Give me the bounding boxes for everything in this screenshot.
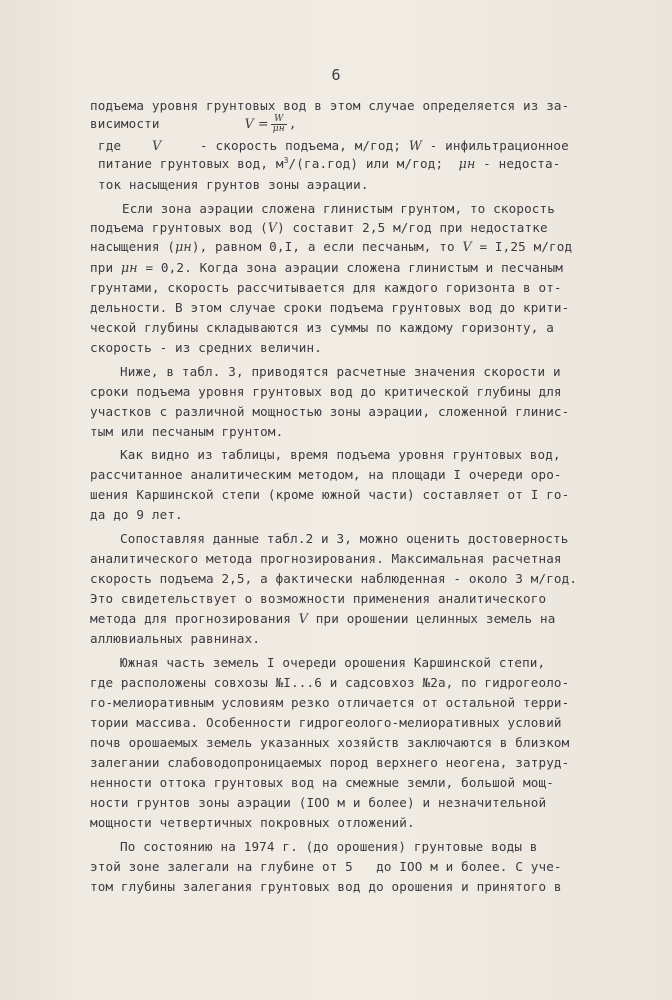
text-line-37: По состоянию на 1974 г. (до орошения) грунтовые воды в	[120, 839, 538, 854]
text-line-34: ненности оттока грунтовых вод на смежные земли, большой мощ-	[90, 775, 554, 790]
text-line-7-a: подъема грунтовых вод (	[90, 220, 268, 235]
symbol-mu: μн	[175, 239, 192, 254]
text-line-4-a: питание грунтовых вод, м	[98, 156, 284, 171]
text-line-15: сроки подъема уровня грунтовых вод до критической глубины для	[90, 384, 562, 399]
text-line-4	[98, 155, 561, 173]
text-line-3-e: - инфильтрационное	[421, 138, 569, 153]
text-line-3	[98, 137, 569, 155]
text-line-14: Ниже, в табл. 3, приводятся расчетные значения скорости и	[120, 364, 561, 379]
text-line-29: где расположены совхозы №I...6 и садсовхоз №2а, по гидрогеоло-	[90, 675, 570, 690]
text-line-33: залегании слабоводопроницаемых пород верхнего неогена, затруд-	[90, 755, 570, 770]
text-line-32: почв орошаемых земель указанных хозяйств заключаются в близком	[90, 735, 570, 750]
text-line-31: тории массива. Особенности гидрогеолого-мелиоративных условий	[90, 715, 562, 730]
formula-numerator: W	[271, 115, 287, 125]
text-line-18: Как видно из таблицы, время подъема уровня грунтовых вод,	[120, 447, 561, 462]
text-line-20: шения Каршинской степи (кроме южной части) составляет от I го-	[90, 487, 570, 502]
text-line-27: аллювиальных равнинах.	[90, 631, 261, 646]
text-line-23: аналитического метода прогнозирования. Максимальная расчетная	[90, 551, 562, 566]
text-line-2-word: висимости	[90, 116, 160, 131]
text-line-8-c: = I,25 м/год	[471, 239, 573, 254]
text-line-9-a: при	[90, 260, 114, 275]
symbol-mu: μн	[458, 156, 476, 171]
text-line-16: участков с различной мощностью зоны аэрации, сложенной глинис-	[90, 404, 570, 419]
text-line-24: скорость подъема 2,5, а фактически наблюденная - около 3 м/год.	[90, 571, 578, 586]
text-line-11: дельности. В этом случае сроки подъема грунтовых вод до крити-	[90, 300, 570, 315]
text-line-6: Если зона аэрации сложена глинистым грунтом, то скорость	[122, 201, 555, 216]
text-line-26	[90, 610, 555, 628]
symbol-v: V	[152, 138, 162, 153]
symbol-v: V	[298, 611, 309, 626]
text-line-26-b: при орошении целинных земель на	[308, 611, 556, 626]
text-line-13: скорость - из средних величин.	[90, 340, 322, 355]
symbol-mu: μн	[120, 260, 138, 275]
text-line-4-sup: 3	[283, 155, 289, 165]
symbol-w: W	[408, 138, 422, 153]
text-line-21: да до 9 лет.	[90, 507, 183, 522]
text-line-9-b: = 0,2. Когда зона аэрации сложена глинистым и песчаным	[137, 260, 563, 275]
text-line-17: тым или песчаным грунтом.	[90, 424, 284, 439]
text-line-38: этой зоне залегали на глубине от 5 до IOO м и более. С уче-	[90, 859, 562, 874]
text-line-4-c: - недоста-	[475, 156, 561, 171]
formula-lhs: V =	[244, 116, 269, 131]
text-line-2	[90, 115, 297, 134]
text-line-35: ности грунтов зоны аэрации (IOO м и более) и незначительной	[90, 795, 547, 810]
text-line-4-b: /(га.год) или м/год;	[288, 156, 444, 171]
symbol-v: V	[267, 220, 278, 235]
text-line-3-c: - скорость подъема, м/год;	[192, 138, 402, 153]
formula-tail: ,	[288, 116, 297, 131]
formula-denominator: μн	[272, 124, 285, 134]
text-line-8	[90, 238, 572, 256]
text-line-19: рассчитанное аналитическим методом, на площади I очереди оро-	[90, 467, 562, 482]
text-line-12: ческой глубины складываются из суммы по каждому горизонту, а	[90, 320, 554, 335]
text-line-5: ток насыщения грунтов зоны аэрации.	[98, 177, 369, 192]
text-line-22: Сопоставляя данные табл.2 и 3, можно оценить достоверность	[120, 531, 569, 546]
text-line-28: Южная часть земель I очереди орошения Каршинской степи,	[120, 655, 546, 670]
text-line-3-a: где	[98, 138, 122, 153]
text-line-8-a: насыщения (	[90, 239, 176, 254]
text-line-1: подъема уровня грунтовых вод в этом случае определяется из за-	[90, 98, 570, 113]
text-line-30: го-мелиоративным условиям резко отличается от остальной терри-	[90, 695, 570, 710]
page-number: 6	[331, 66, 341, 84]
text-line-26-a: метода для прогнозирования	[90, 611, 292, 626]
text-line-7	[90, 219, 548, 237]
text-line-9	[90, 259, 563, 277]
text-line-25: Это свидетельствует о возможности применения аналитического	[90, 591, 547, 606]
text-line-8-b: ), равном 0,I, а если песчаным, то	[191, 239, 455, 254]
text-line-10: грунтами, скорость рассчитывается для каждого горизонта в от-	[90, 280, 562, 295]
text-line-39: том глубины залегания грунтовых вод до орошения и принятого в	[90, 879, 562, 894]
formula-fraction	[271, 115, 287, 134]
text-line-7-b: ) составит 2,5 м/год при недостатке	[277, 220, 548, 235]
text-line-36: мощности четвертичных покровных отложений.	[90, 815, 415, 830]
symbol-v: V	[462, 239, 472, 254]
